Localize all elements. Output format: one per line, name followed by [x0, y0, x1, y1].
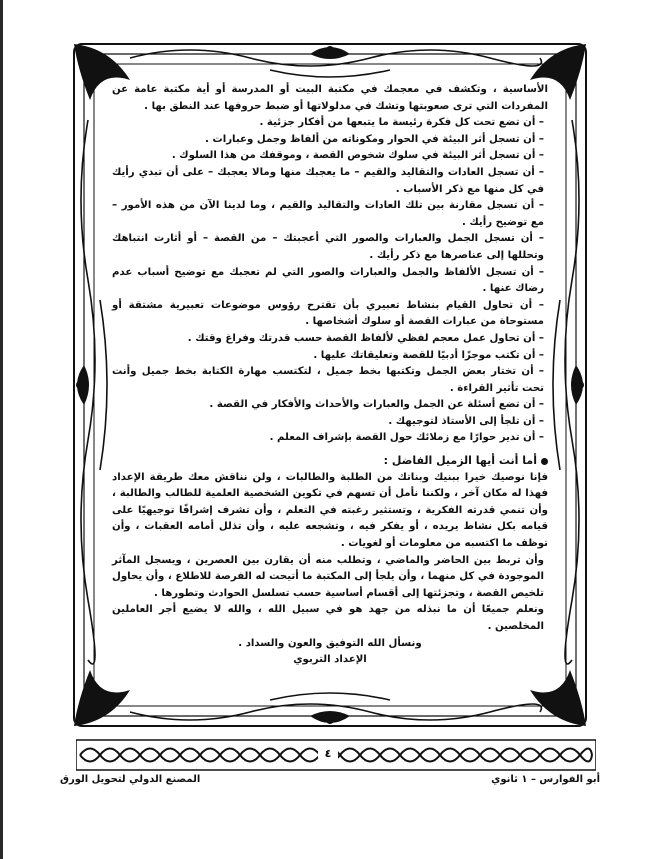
footer-book-title: أبو الفوارس – ١ ثانوي — [491, 774, 600, 785]
list-item: – أن تحاول عمل معجم لفظي لألفاظ القصة حسب قدرتك وفراغ وقتك . — [187, 332, 544, 344]
list-item: – أن تضع تحت كل فكرة رئيسة ما يتبعها من أفكار جزئية . — [259, 117, 544, 129]
body-paragraph: فإنا نوصيك خيرا ببنيك وبناتك من الطلبة والطالبات ، ولن نناقش معك طريقة الإعداد فهذا له مكان آخر ، ولكننا نأمل أن تسهم في تكوين الشخصية العلمية للطالب والطالبة ، وأن تنمي قدرته الفكرية ، وتستثير رغبته في التعلم ، وأن تشرف إشرافًا توجيهيًا على قيامه بكل نشاط يريده ، أو يفكر فيه ، وتشجعه عليه ، وأن تذلل أمامه العقبات ، وأن توظف ما اكتسبه من معلومات أو لغويات . — [112, 471, 548, 550]
body-paragraph: ونعلم جميعًا أن ما نبذله من جهد هو في سبيل الله ، والله لا يضيع أجر العاملين المخلصين . — [112, 604, 544, 632]
list-item: – أن تسجل أثر البيئة في الحوار ومكوناته من ألفاظ وجمل وعبارات . — [205, 133, 544, 145]
left-edge-shadow — [0, 0, 3, 859]
footer — [60, 774, 600, 792]
intro-paragraph: الأساسية ، وتكشف في معجمك في مكتبة البيت أو المدرسة أو أية مكتبة عامة عن المفردات التي ترى صعوبتها وتشك في مدلولاتها أو ضبط حروفها عند النطق بها . — [112, 84, 548, 112]
list-item: – أن تسجل أثر البيئة في سلوك شخوص القصة ، وموقفك من هذا السلوك . — [171, 150, 544, 162]
list-item: – أن تسجل الجمل والعبارات والصور التي أعجبتك – من القصة – أو أثارت انتباهك وتحللها إلى عناصرها مع ذكر رأيك . — [112, 233, 544, 261]
section-heading — [112, 453, 548, 470]
closing-line: ونسأل الله التوفيق والعون والسداد . — [238, 637, 422, 649]
signature: الإعداد التربوي — [293, 654, 367, 666]
list-item: – أن تسجل الألفاظ والجمل والعبارات والصور التي لم تعجبك مع توضيح أسباب عدم رضاك عنها . — [112, 266, 544, 295]
body-paragraph: وأن تربط بين الحاضر والماضي ، وتطلب منه أن يقارن بين العصرين ، ويسجل المآثر الموجودة في كل منهما ، وأن يلجأ إلى المكتبة ما أتيحت له الفرصة للاطلاع ، وأن يحاول تلخيص القصة ، وتجزئتها إلى أقسام أساسية حسب تسلسل الحوادث وتطورها . — [112, 554, 544, 599]
footer-publisher: المصنع الدولي لتحويل الورق — [60, 774, 201, 785]
list-item: – أن تلجأ إلى الأستاذ لتوجيهك . — [388, 415, 544, 427]
list-item: – أن تضع أسئلة عن الجمل والعبارات والأحداث والأفكار في القصة . — [209, 399, 544, 411]
list-item: – أن تسجل مقارنة بين تلك العادات والتقاليد والقيم ، وما لدينا الآن من هذه الأمور – مع توضيح رأيك . — [112, 200, 544, 228]
list-item: – أن تحاول القيام بنشاط تعبيري بأن تقترح رؤوس موضوعات تعبيرية مشتقة أو مستوحاة من عبارات القصة أو سلوك أشخاصها . — [112, 299, 544, 328]
list-item: – أن تدير حوارًا مع زملائك حول القصة بإشراف المعلم . — [269, 432, 544, 444]
list-item: – أن تكتب موجزًا أدبيًا للقصة وتعليقاتك عليها . — [313, 349, 544, 361]
list-item: – أن تختار بعض الجمل وتكتبها بخط جميل ، لتكتسب مهارة الكتابة بخط جميل وأنت تحت تأثير القراءة . — [112, 366, 544, 394]
heading-text: أما أنت أيها الزميل الفاضل : — [383, 454, 537, 468]
bullet-icon — [541, 458, 548, 465]
text-content — [112, 82, 548, 692]
list-item: – أن تسجل العادات والتقاليد والقيم – ما يعجبك منها ومالا يعجبك – على أن تبدي رأيك في كل منها مع ذكر الأسباب . — [112, 166, 544, 195]
page-number: ٤ — [318, 745, 338, 763]
